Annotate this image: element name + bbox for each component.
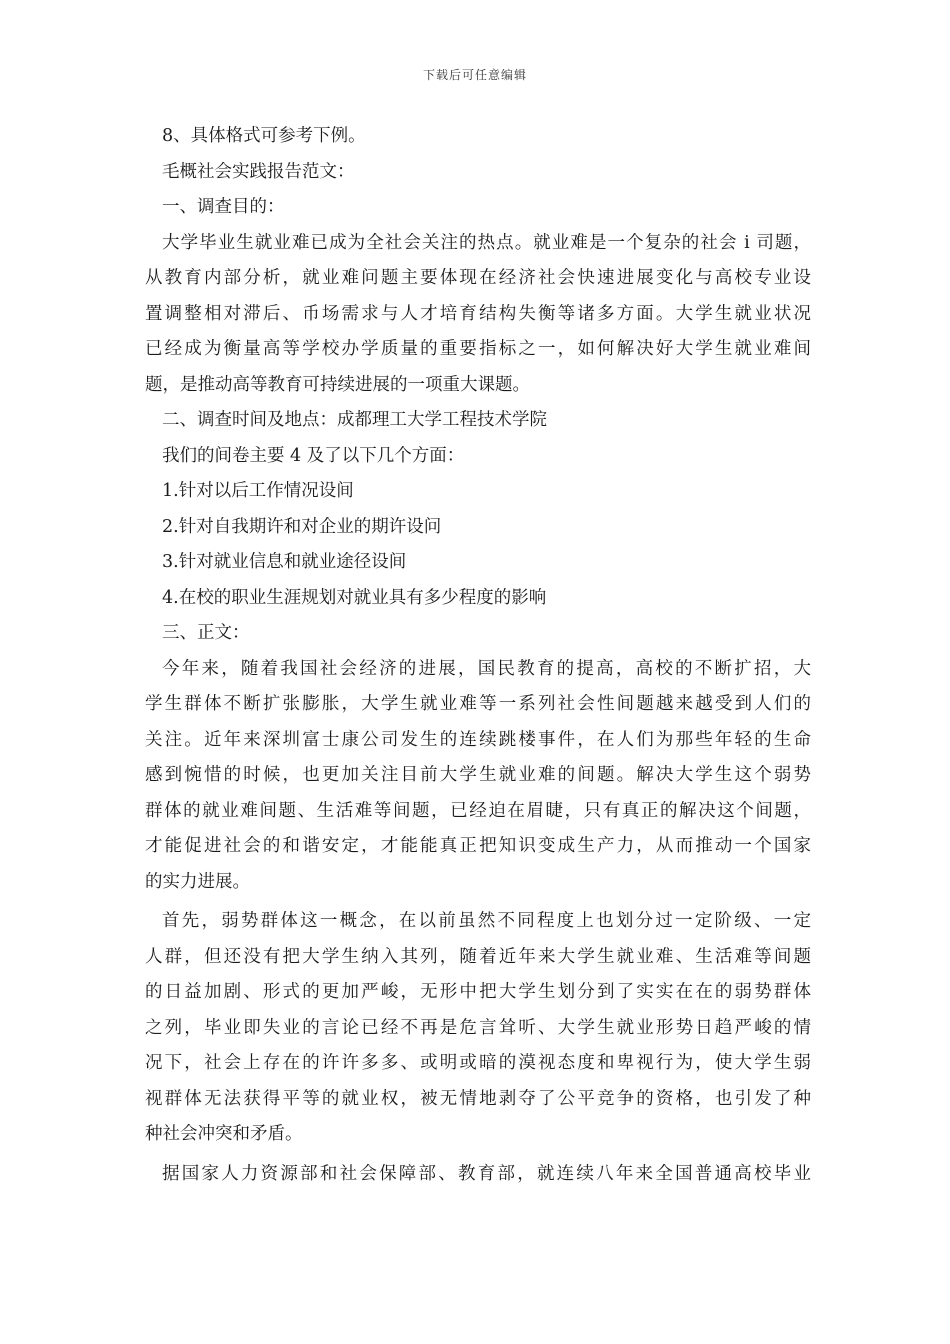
list-item: 1.针对以后工作情况设间 bbox=[162, 481, 354, 501]
paragraph-line: 今年来，随着我国社会经济的进展，国民教育的提高，高校的不断扩招，大 bbox=[162, 658, 811, 679]
paragraph-body-1 bbox=[145, 652, 811, 901]
paragraph-line: 题，是推动高等教育可持续进展的一项重大课题。 bbox=[145, 374, 530, 395]
paragraph-line: 置调整相对滞后、币场需求与人才培育结构失衡等诸多方面。大学生就业状况 bbox=[145, 303, 811, 324]
paragraph-purpose bbox=[145, 226, 811, 404]
paragraph-line: 才能促进社会的和谐安定，才能能真正把知识变成生产力，从而推动一个国家 bbox=[145, 836, 811, 856]
paragraph-line: 的实力进展。 bbox=[145, 871, 250, 892]
paragraph-line: 首先，弱势群体这一概念，在以前虽然不同程度上也划分过一定阶级、一定 bbox=[162, 911, 811, 931]
sample-title: 毛概社会实践报告范文： bbox=[162, 161, 355, 182]
page-header: 下载后可任意编辑 bbox=[422, 68, 527, 82]
paragraph-line: 群体的就业难间题、生活难等间题，已经迫在眉睫，只有真正的解决这个间题， bbox=[145, 800, 811, 821]
paragraph-line: 大学毕业生就业难已成为全社会关注的热点。就业难是一个复杂的社会 i 司题， bbox=[162, 232, 811, 253]
paragraph-line: 况下，社会上存在的许许多多、或明或暗的漠视态度和卑视行为，使大学生弱 bbox=[145, 1053, 811, 1073]
section-3-heading: 三、正文： bbox=[162, 623, 250, 643]
section-2-heading: 二、调查时间及地点：成都理工大学工程技术学院 bbox=[162, 410, 547, 430]
paragraph-line: 感到惋惜的时候，也更加关注目前大学生就业难的间题。解决大学生这个弱势 bbox=[145, 765, 811, 785]
questionnaire-intro: 我们的间卷主要 4 及了以下几个方面： bbox=[162, 445, 465, 466]
paragraph-line: 据国家人力资源部和社会保障部、教育部，就连续八年来全国普通高校毕业 bbox=[162, 1163, 811, 1184]
list-item: 4.在校的职业生涯规划对就业具有多少程度的影响 bbox=[162, 587, 547, 608]
paragraph-line: 从教育内部分析，就业难问题主要体现在经济社会快速进展变化与高校专业设 bbox=[145, 268, 811, 288]
document-body bbox=[145, 119, 811, 1192]
item-8: 8、具体格式可参考下例。 bbox=[162, 126, 366, 146]
paragraph-body-3 bbox=[145, 1157, 811, 1193]
paragraph-line: 人群，但还没有把大学生纳入其列，随着近年来大学生就业难、生活难等间题 bbox=[145, 946, 811, 967]
paragraph-line: 之列，毕业即失业的言论已经不再是危言耸听、大学生就业形势日趋严峻的情 bbox=[145, 1017, 811, 1038]
questionnaire-list bbox=[145, 474, 811, 616]
paragraph-line: 已经成为衡量高等学校办学质量的重要指标之一，如何解决好大学生就业难间 bbox=[145, 339, 811, 359]
paragraph-body-2 bbox=[145, 904, 811, 1153]
paragraph-line: 的日益加剧、形式的更加严峻，无形中把大学生划分到了实实在在的弱势群体 bbox=[145, 982, 811, 1002]
paragraph-line: 种社会冲突和矛盾。 bbox=[145, 1124, 303, 1144]
list-item: 2.针对自我期许和对企业的期许设问 bbox=[162, 516, 442, 537]
paragraph-line: 视群体无法获得平等的就业权，被无情地剥夺了公平竞争的资格，也引发了种 bbox=[145, 1088, 811, 1109]
paragraph-line: 学生群体不断扩张膨胀，大学生就业难等一系列社会性间题越来越受到人们的 bbox=[145, 694, 811, 714]
section-1-heading: 一、调查目的： bbox=[162, 197, 285, 217]
paragraph-line: 关注。近年来深圳富士康公司发生的连续跳楼事件，在人们为那些年轻的生命 bbox=[145, 729, 811, 750]
list-item: 3.针对就业信息和就业途径设间 bbox=[162, 552, 407, 572]
